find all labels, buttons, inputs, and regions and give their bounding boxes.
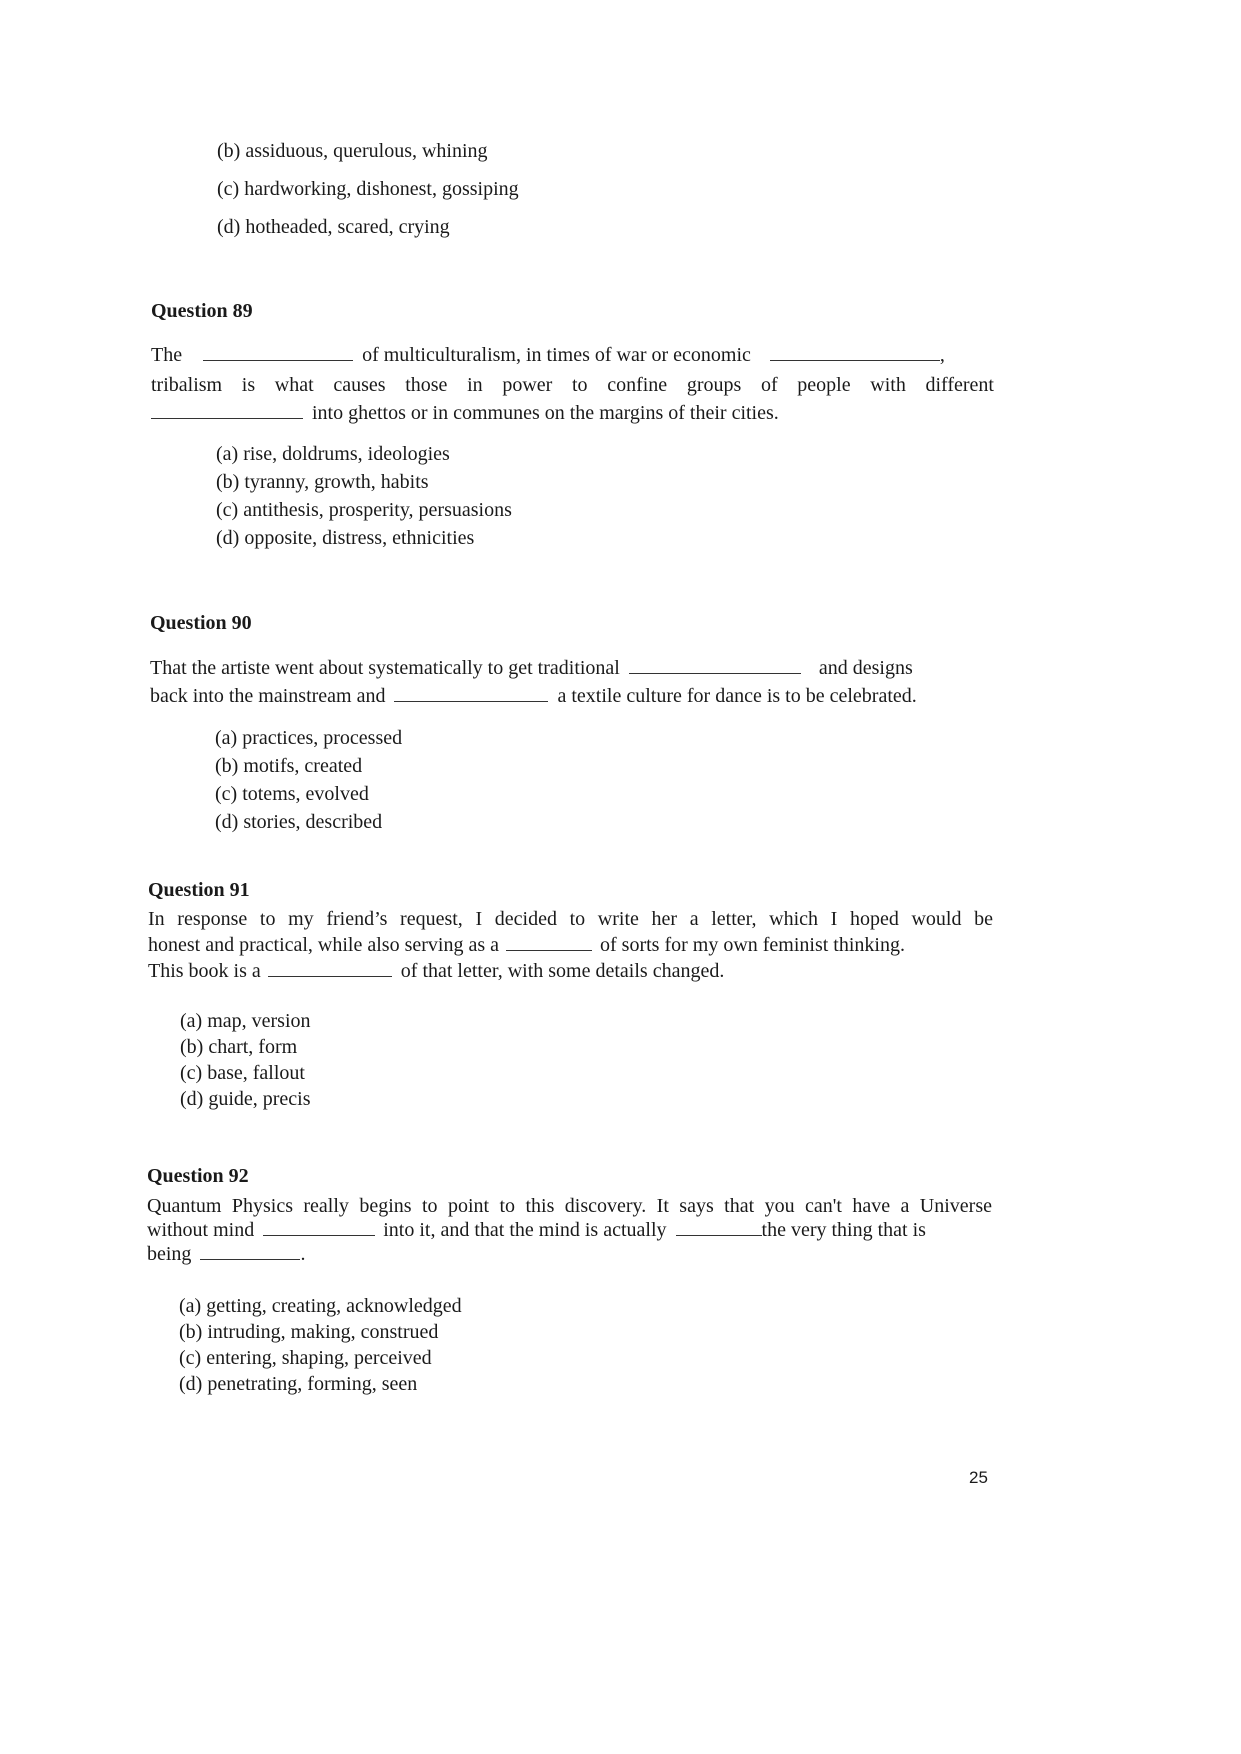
answer-blank <box>151 402 303 419</box>
text-segment: of multiculturalism, in times of war or economic <box>362 344 751 366</box>
question-text-line <box>150 657 913 680</box>
option-item: (d) hotheaded, scared, crying <box>217 216 450 238</box>
text-segment: being <box>147 1243 192 1265</box>
text-segment: , <box>939 344 945 366</box>
option-item: (b) chart, form <box>180 1036 298 1058</box>
answer-blank <box>676 1219 762 1236</box>
answer-blank <box>203 344 353 361</box>
answer-blank <box>200 1243 300 1260</box>
answer-blank <box>268 960 392 977</box>
question-text-line <box>147 1243 305 1266</box>
option-item: (c) antithesis, prosperity, persuasions <box>216 499 512 521</box>
option-item: (b) tyranny, growth, habits <box>216 471 429 493</box>
option-item: (c) hardworking, dishonest, gossiping <box>217 178 519 200</box>
question-text-line <box>151 402 779 425</box>
answer-blank <box>506 934 592 951</box>
question-text-line <box>148 960 724 983</box>
option-item: (a) map, version <box>180 1010 311 1032</box>
option-item: (a) practices, processed <box>215 727 403 749</box>
text-segment: back into the mainstream and <box>150 685 386 707</box>
option-item: (b) intruding, making, construed <box>179 1321 439 1343</box>
text-segment: honest and practical, while also serving as a <box>148 934 499 956</box>
text-segment: The <box>151 344 183 366</box>
question-title: Question 91 <box>148 879 250 901</box>
answer-blank <box>629 657 801 674</box>
question-text-line <box>148 934 905 957</box>
question-title: Question 92 <box>147 1165 249 1187</box>
option-item: (c) entering, shaping, perceived <box>179 1347 432 1369</box>
text-segment: . <box>300 1243 306 1265</box>
option-item: (c) totems, evolved <box>215 783 369 805</box>
text-segment: of that letter, with some details changed. <box>400 960 725 982</box>
text-segment: the very thing that is <box>761 1219 926 1241</box>
option-item: (d) opposite, distress, ethnicities <box>216 527 475 549</box>
question-title: Question 90 <box>150 612 252 634</box>
option-item: (b) assiduous, querulous, whining <box>217 140 488 162</box>
text-segment: into it, and that the mind is actually <box>383 1219 667 1241</box>
question-text-line <box>150 685 917 708</box>
text-segment: In response to my friend’s request, I decided to write her a letter, which I hoped would be <box>148 908 993 930</box>
option-item: (d) penetrating, forming, seen <box>179 1373 418 1395</box>
text-segment: without mind <box>147 1219 255 1241</box>
option-item: (c) base, fallout <box>180 1062 305 1084</box>
question-text-line <box>151 344 945 367</box>
option-item: (a) getting, creating, acknowledged <box>179 1295 462 1317</box>
text-segment: tribalism is what causes those in power to confine groups of people with different <box>151 374 994 396</box>
text-segment: Quantum Physics really begins to point to this discovery. It says that you can't have a Universe <box>147 1195 992 1217</box>
question-title: Question 89 <box>151 300 253 322</box>
answer-blank <box>263 1219 375 1236</box>
option-item: (d) guide, precis <box>180 1088 311 1110</box>
answer-blank <box>394 685 548 702</box>
text-segment: a textile culture for dance is to be celebrated. <box>557 685 917 707</box>
text-segment: into ghettos or in communes on the margins of their cities. <box>312 402 779 424</box>
text-segment: and designs <box>818 657 913 679</box>
text-segment: This book is a <box>148 960 261 982</box>
option-item: (a) rise, doldrums, ideologies <box>216 443 450 465</box>
page-number: 25 <box>969 1468 988 1487</box>
option-item: (b) motifs, created <box>215 755 363 777</box>
question-text-line <box>147 1219 926 1242</box>
text-segment: That the artiste went about systematically to get traditional <box>150 657 620 679</box>
option-item: (d) stories, described <box>215 811 383 833</box>
answer-blank <box>770 344 940 361</box>
text-segment: of sorts for my own feminist thinking. <box>600 934 905 956</box>
